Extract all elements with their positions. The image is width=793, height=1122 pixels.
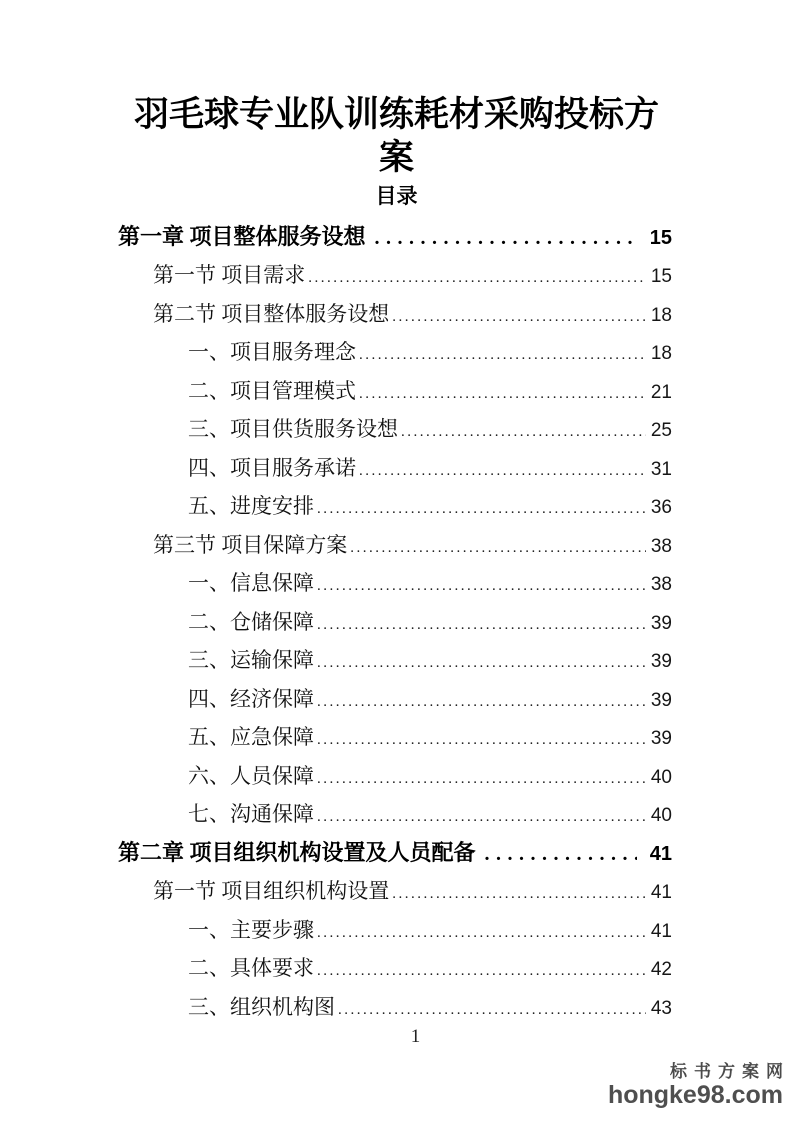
toc-entry <box>118 603 672 642</box>
toc-entry <box>118 487 672 526</box>
document-title: 羽毛球专业队训练耗材采购投标方案 <box>133 95 659 178</box>
toc-leader-dots <box>401 410 646 452</box>
toc-entry-page: 40 <box>650 805 672 827</box>
toc-leader-dots <box>359 449 646 491</box>
toc-leader-dots <box>308 256 646 298</box>
toc-leader-dots <box>350 526 646 568</box>
toc-leader-dots <box>317 641 646 683</box>
toc-entry <box>118 372 672 411</box>
toc-entry-page: 39 <box>650 612 672 634</box>
toc-entry-page: 41 <box>649 842 672 865</box>
toc-leader-dots <box>317 757 646 799</box>
toc-list <box>118 218 672 1027</box>
toc-entry <box>118 834 672 873</box>
toc-entry-label: 第二节 项目整体服务设想 <box>153 301 390 326</box>
toc-entry <box>118 988 672 1027</box>
toc-entry-label: 第一节 项目组织机构设置 <box>153 879 390 904</box>
toc-leader-dots <box>317 564 646 606</box>
toc-entry-label: 二、仓储保障 <box>188 609 314 634</box>
toc-entry-label: 第一章 项目整体服务设想 <box>118 223 366 249</box>
toc-entry <box>118 641 672 680</box>
toc-entry-page: 25 <box>650 420 672 442</box>
toc-entry-page: 42 <box>650 959 672 981</box>
toc-entry-page: 21 <box>650 381 672 403</box>
toc-entry-page: 15 <box>650 266 672 288</box>
toc-leader-dots <box>317 487 646 529</box>
toc-entry-page: 41 <box>650 882 672 904</box>
toc-entry-page: 38 <box>650 535 672 557</box>
toc-entry-label: 第三节 项目保障方案 <box>153 532 348 557</box>
toc-entry-label: 四、项目服务承诺 <box>188 455 356 480</box>
toc-entry <box>118 757 672 796</box>
watermark <box>607 1062 790 1109</box>
toc-entry-label: 一、主要步骤 <box>188 917 314 942</box>
toc-entry-label: 四、经济保障 <box>188 686 314 711</box>
toc-entry <box>118 949 672 988</box>
toc-leader-dots <box>317 680 646 722</box>
toc-leader-dots <box>338 988 646 1030</box>
toc-entry-label: 一、项目服务理念 <box>188 340 356 365</box>
toc-leader-dots <box>485 834 637 874</box>
toc-leader-dots <box>317 949 646 991</box>
toc-entry <box>118 410 672 449</box>
toc-entry-label: 一、信息保障 <box>188 571 314 596</box>
toc-entry-label: 七、沟通保障 <box>188 802 314 827</box>
toc-leader-dots <box>392 295 646 337</box>
toc-entry-label: 三、组织机构图 <box>188 994 335 1019</box>
toc-leader-dots <box>317 911 646 953</box>
watermark-site-url: hongke98.com <box>607 1081 783 1109</box>
toc-entry-label: 第二章 项目组织机构设置及人员配备 <box>118 839 476 865</box>
toc-entry-page: 39 <box>650 689 672 711</box>
toc-entry <box>118 564 672 603</box>
watermark-site-name: 标书方案网 <box>670 1062 790 1081</box>
toc-entry <box>118 680 672 719</box>
toc-entry-page: 18 <box>650 304 672 326</box>
toc-entry <box>118 872 672 911</box>
toc-entry-label: 六、人员保障 <box>188 763 314 788</box>
toc-entry-page: 15 <box>649 226 672 249</box>
page-number: 1 <box>410 1026 421 1047</box>
toc-entry-page: 18 <box>650 343 672 365</box>
toc-entry <box>118 911 672 950</box>
toc-entry <box>118 256 672 295</box>
toc-leader-dots <box>375 218 637 258</box>
toc-entry-page: 31 <box>650 458 672 480</box>
toc-entry-label: 二、具体要求 <box>188 956 314 981</box>
toc-entry-page: 38 <box>650 574 672 596</box>
toc-entry <box>118 526 672 565</box>
toc-entry-label: 三、运输保障 <box>188 648 314 673</box>
toc-entry <box>118 333 672 372</box>
toc-leader-dots <box>359 372 646 414</box>
toc-leader-dots <box>317 795 646 837</box>
toc-entry <box>118 449 672 488</box>
toc-entry-label: 三、项目供货服务设想 <box>188 417 398 442</box>
toc-entry <box>118 718 672 757</box>
toc-entry-page: 41 <box>650 920 672 942</box>
toc-heading: 目录 <box>375 183 418 208</box>
toc-leader-dots <box>359 333 646 375</box>
toc-entry-page: 43 <box>650 997 672 1019</box>
toc-entry-page: 39 <box>650 728 672 750</box>
toc-leader-dots <box>317 718 646 760</box>
toc-leader-dots <box>317 603 646 645</box>
toc-leader-dots <box>392 872 646 914</box>
toc-entry-page: 40 <box>650 766 672 788</box>
toc-entry-label: 五、进度安排 <box>188 494 314 519</box>
toc-entry-page: 39 <box>650 651 672 673</box>
toc-entry-label: 第一节 项目需求 <box>153 263 306 288</box>
toc-entry <box>118 795 672 834</box>
toc-entry-page: 36 <box>650 497 672 519</box>
toc-entry <box>118 295 672 334</box>
toc-entry <box>118 218 672 257</box>
toc-entry-label: 二、项目管理模式 <box>188 378 356 403</box>
toc-entry-label: 五、应急保障 <box>188 725 314 750</box>
